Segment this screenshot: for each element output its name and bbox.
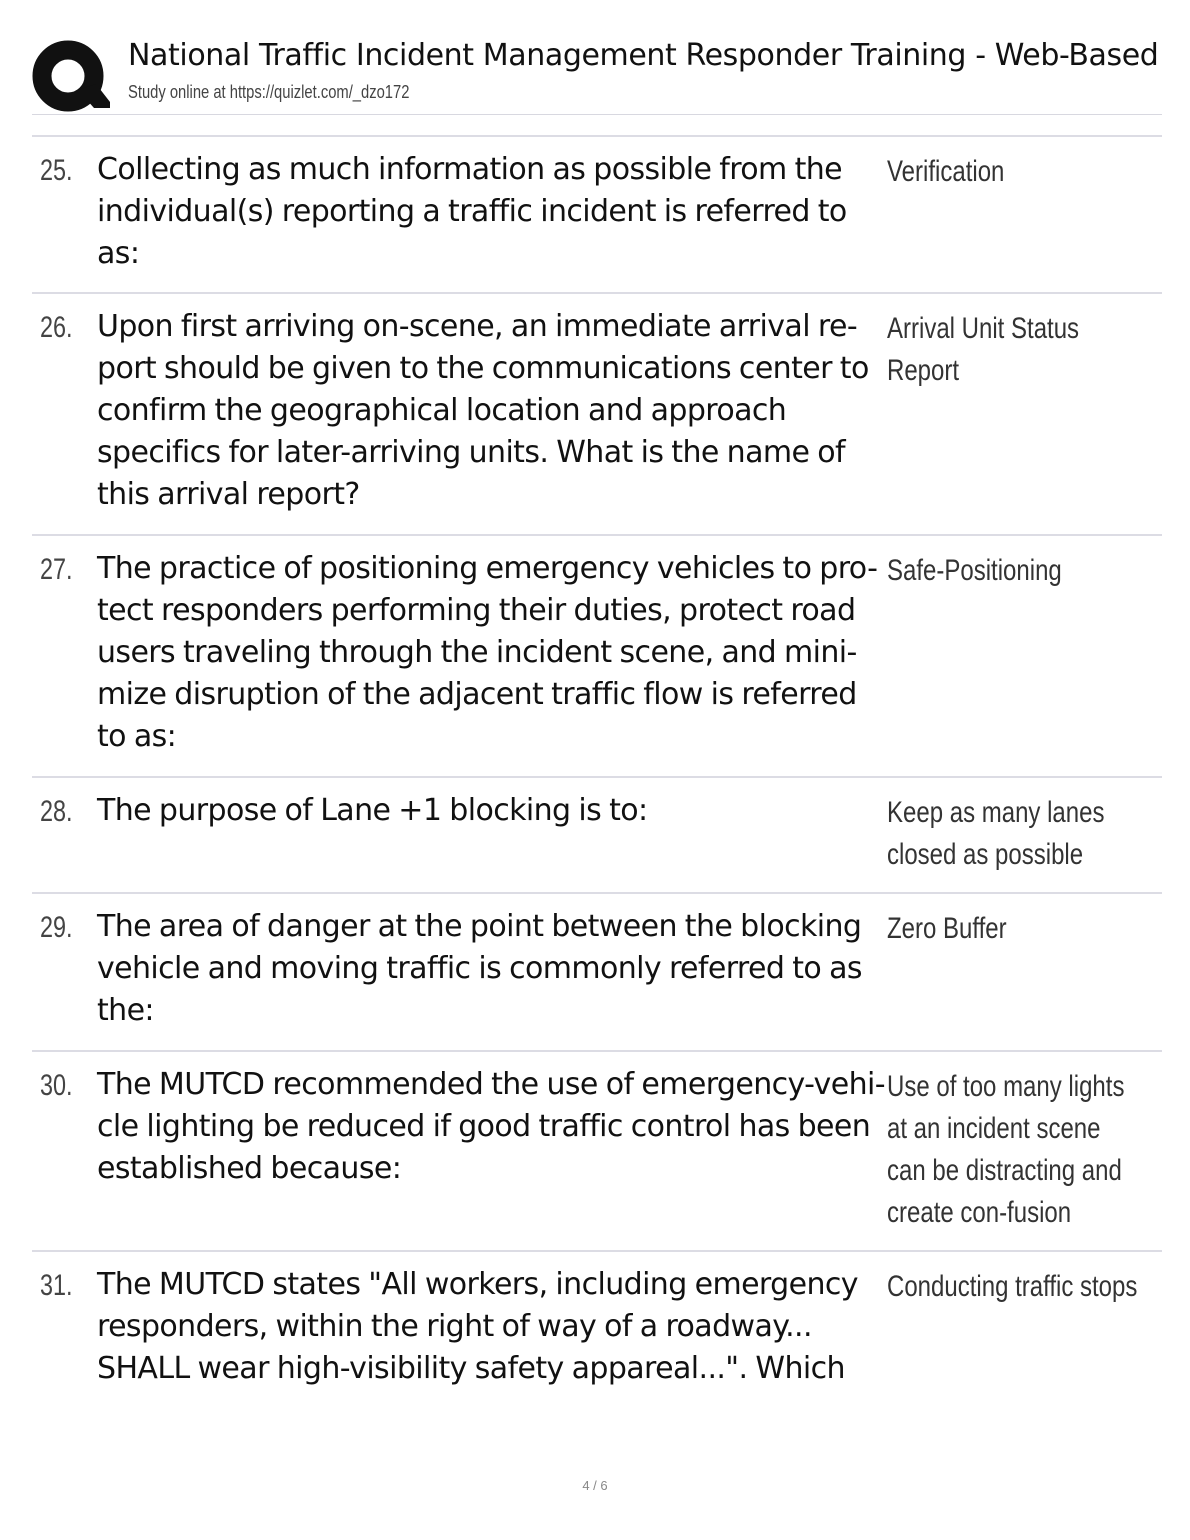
card-answer: Zero Buffer xyxy=(887,912,1007,945)
flashcard xyxy=(32,1052,1162,1252)
card-question: The MUTCD recommended the use of emergency-vehi-cle lighting be reduced if good traffic control has been established because: xyxy=(97,1067,885,1186)
flashcard xyxy=(32,294,1162,536)
card-answer: Keep as many lanes closed as possible xyxy=(887,796,1105,871)
card-answer: Conducting traffic stops xyxy=(887,1270,1138,1303)
page-number: 4 / 6 xyxy=(582,1478,608,1493)
card-number: 28. xyxy=(40,795,73,828)
card-number: 29. xyxy=(40,911,73,944)
card-question: The practice of positioning emergency vehicles to pro-tect responders performing their duties, protect road users traveling through the incident scene, and mini-mize disruption of the adjacent traffic flow is referred to as: xyxy=(97,551,878,754)
card-number: 27. xyxy=(40,553,73,586)
card-answer: Use of too many lights at an incident scene can be distracting and create con-fusion xyxy=(887,1070,1125,1229)
card-question: The purpose of Lane +1 blocking is to: xyxy=(97,793,648,828)
header-divider xyxy=(32,114,1162,115)
flashcard xyxy=(32,536,1162,778)
card-question: Collecting as much information as possible from the individual(s) reporting a traffic incident is referred to as: xyxy=(97,152,847,271)
flashcard xyxy=(32,894,1162,1052)
card-answer: Safe-Positioning xyxy=(887,554,1062,587)
card-number: 31. xyxy=(40,1269,73,1302)
flashcard xyxy=(32,778,1162,894)
page-header xyxy=(32,30,1162,114)
flashcard-list xyxy=(32,137,1162,1432)
flashcard xyxy=(32,1252,1162,1432)
quizlet-logo-icon xyxy=(32,38,110,116)
flashcard xyxy=(32,137,1162,294)
card-number: 26. xyxy=(40,311,73,344)
card-question: The MUTCD states "All workers, including emergency responders, within the right of way of a roadway... SHALL wear high-visibility safety appareal...". Which xyxy=(97,1267,858,1386)
card-number: 30. xyxy=(40,1069,73,1102)
document-title: National Traffic Incident Management Responder Training - Web-Based xyxy=(128,38,1159,73)
card-answer: Verification xyxy=(887,155,1005,188)
card-question: The area of danger at the point between the blocking vehicle and moving traffic is commonly referred to as the: xyxy=(97,909,862,1028)
card-number: 25. xyxy=(40,154,73,187)
card-question: Upon first arriving on-scene, an immediate arrival re-port should be given to the communications center to confirm the geographical location and approach specifics for later-arriving units. What is the name of this arrival report? xyxy=(97,309,869,512)
card-answer: Arrival Unit Status Report xyxy=(887,312,1080,387)
study-online-link[interactable]: Study online at https://quizlet.com/_dzo172 xyxy=(128,82,410,102)
